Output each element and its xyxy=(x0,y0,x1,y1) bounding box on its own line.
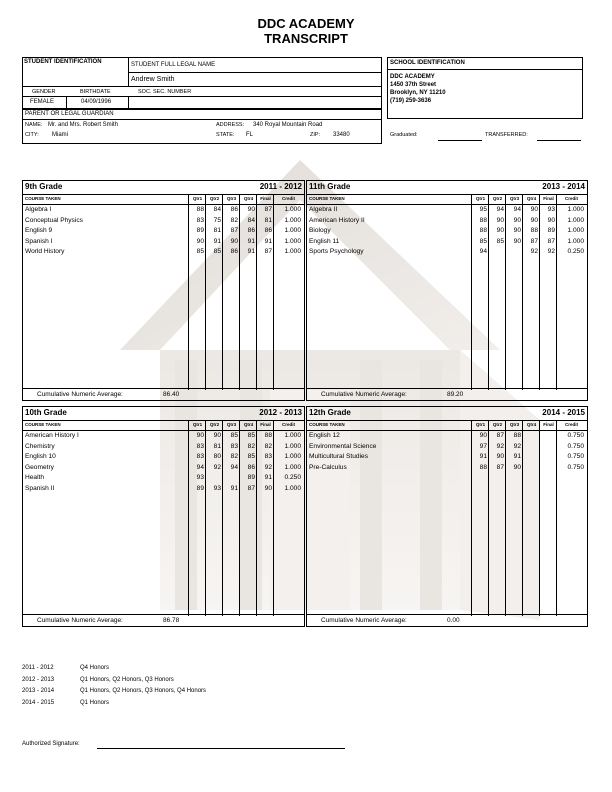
honors-text: Q1 Honors, Q2 Honors, Q3 Honors, Q4 Honors xyxy=(80,688,207,694)
graduated-label: Graduated: xyxy=(390,132,418,138)
course-credit: 0.250 xyxy=(567,248,584,256)
birthdate-label: BIRTHDATE xyxy=(80,89,111,95)
course-q2: 87 xyxy=(496,463,504,471)
course-q4: 87 xyxy=(247,484,255,492)
q4-column-header: Qtr4 xyxy=(243,196,254,201)
course-list xyxy=(23,431,304,495)
course-name: Chemistry xyxy=(25,442,55,450)
course-q3: 82 xyxy=(230,453,238,461)
cumulative-average-value: 86.40 xyxy=(163,391,180,398)
course-credit: 1.000 xyxy=(567,216,584,224)
credit-column-header: Credit xyxy=(281,422,295,427)
course-row xyxy=(307,431,587,442)
course-final: 93 xyxy=(547,206,555,213)
course-name: English 12 xyxy=(309,432,340,439)
honors-year: 2012 - 2013 xyxy=(22,676,55,683)
cumulative-average-value: 86.78 xyxy=(163,617,180,624)
course-row xyxy=(23,484,304,495)
honors-text: Q1 Honors xyxy=(80,699,110,706)
course-credit: 1.000 xyxy=(284,248,301,256)
course-credit: 0.250 xyxy=(284,474,301,482)
q2-column-header: Qtr2 xyxy=(492,422,503,427)
course-q1: 83 xyxy=(196,453,204,461)
full-name-value: Andrew Smith xyxy=(131,76,175,83)
course-row xyxy=(23,452,304,463)
address-label: ADDRESS: xyxy=(216,122,245,128)
course-row xyxy=(23,431,304,442)
course-q4: 82 xyxy=(247,442,255,450)
course-q1: 90 xyxy=(196,237,204,245)
q3-column-header: Qtr3 xyxy=(226,422,237,427)
course-q3: 83 xyxy=(230,442,238,450)
course-row xyxy=(23,216,304,227)
column-headers xyxy=(23,420,304,431)
course-q3: 91 xyxy=(513,453,521,461)
course-column-header: COURSE TAKEN xyxy=(25,422,61,427)
course-credit: 1.000 xyxy=(284,442,301,450)
grade-label: 9th Grade xyxy=(25,182,63,191)
cumulative-average-label: Cumulative Numeric Average: xyxy=(37,617,123,624)
course-q2: 90 xyxy=(213,432,221,439)
course-q3: 85 xyxy=(230,432,238,439)
honors-text: Q1 Honors, Q2 Honors, Q3 Honors xyxy=(80,676,174,683)
course-q1: 89 xyxy=(196,484,204,492)
course-credit: 1.000 xyxy=(284,227,301,235)
course-list xyxy=(307,431,587,473)
course-q4: 84 xyxy=(247,216,255,224)
course-credit: 1.000 xyxy=(284,216,301,224)
column-headers xyxy=(307,420,587,431)
course-q2: 84 xyxy=(213,206,221,213)
cumulative-average-row xyxy=(307,388,587,400)
course-column-header: COURSE TAKEN xyxy=(309,422,345,427)
course-q2: 93 xyxy=(213,484,221,492)
course-q2: 92 xyxy=(213,463,221,471)
course-q2: 92 xyxy=(496,442,504,450)
q3-column-header: Qtr3 xyxy=(226,196,237,201)
course-q1: 91 xyxy=(479,453,487,461)
course-row xyxy=(307,442,587,453)
course-credit: 1.000 xyxy=(284,237,301,245)
credit-column-header: Credit xyxy=(564,196,578,201)
course-row xyxy=(307,216,587,227)
q1-column-header: Qtr1 xyxy=(475,196,486,201)
course-final: 81 xyxy=(264,216,272,224)
course-final: 86 xyxy=(264,227,272,235)
guardian-name-label: NAME: xyxy=(25,122,43,128)
course-q1: 88 xyxy=(196,206,204,213)
course-q3: 88 xyxy=(513,432,521,439)
course-credit: 0.750 xyxy=(567,453,584,461)
course-credit: 1.000 xyxy=(567,227,584,235)
course-q2: 91 xyxy=(213,237,221,245)
course-name: Spanish II xyxy=(25,484,55,492)
course-name: English 9 xyxy=(25,227,53,235)
grade-panel-header xyxy=(307,407,587,421)
grade-years: 2011 - 2012 xyxy=(259,182,302,191)
course-q2: 81 xyxy=(213,227,221,235)
zip-value: 33480 xyxy=(333,132,350,138)
course-list xyxy=(307,205,587,258)
course-name: Sports Psychology xyxy=(309,248,364,256)
q1-column-header: Qtr1 xyxy=(192,196,203,201)
course-name: Multicultural Studies xyxy=(309,453,369,461)
course-row xyxy=(23,205,304,216)
city-value: Miami xyxy=(52,132,68,138)
course-credit: 1.000 xyxy=(284,206,301,213)
course-q1: 94 xyxy=(196,463,204,471)
course-q2: 90 xyxy=(496,216,504,224)
course-row xyxy=(23,247,304,258)
course-final: 92 xyxy=(547,248,555,256)
course-q3: 90 xyxy=(230,237,238,245)
honors-text: Q4 Honors xyxy=(80,665,110,671)
q1-column-header: Qtr1 xyxy=(192,422,203,427)
course-q4: 88 xyxy=(530,227,538,235)
school-street: 1450 37th Street xyxy=(390,82,437,88)
course-q2: 90 xyxy=(496,453,504,461)
course-q4: 89 xyxy=(247,474,255,482)
final-column-header: Final xyxy=(260,196,271,201)
cumulative-average-row xyxy=(23,614,304,626)
course-final: 87 xyxy=(547,237,555,245)
course-row xyxy=(23,442,304,453)
course-credit: 0.750 xyxy=(567,463,584,471)
credit-column-header: Credit xyxy=(564,422,578,427)
course-q1: 89 xyxy=(196,227,204,235)
student-identification-label: STUDENT IDENTIFICATION xyxy=(24,59,102,65)
course-name: Geometry xyxy=(25,463,54,471)
guardian-name-value: Mr. and Mrs. Robert Smith xyxy=(48,122,119,128)
course-name: American History II xyxy=(309,216,365,224)
cumulative-average-row xyxy=(23,388,304,400)
course-row xyxy=(307,205,587,216)
document-title: DDC ACADEMY xyxy=(257,16,355,31)
course-q2: 85 xyxy=(213,248,221,256)
course-row xyxy=(307,463,587,474)
course-q4: 85 xyxy=(247,432,255,439)
course-q4: 90 xyxy=(530,216,538,224)
course-q3: 94 xyxy=(513,206,521,213)
cumulative-average-label: Cumulative Numeric Average: xyxy=(321,617,407,624)
column-headers xyxy=(307,194,587,205)
course-final: 87 xyxy=(264,248,272,256)
course-q4: 86 xyxy=(247,227,255,235)
cumulative-average-value: 89.20 xyxy=(447,391,464,398)
cumulative-average-label: Cumulative Numeric Average: xyxy=(321,391,407,398)
course-name: English 11 xyxy=(309,237,340,245)
credit-column-header: Credit xyxy=(281,196,295,201)
course-q3: 92 xyxy=(513,442,521,450)
grade-label: 12th Grade xyxy=(309,408,351,417)
column-headers xyxy=(23,194,304,205)
course-q1: 93 xyxy=(196,474,204,482)
course-row xyxy=(23,226,304,237)
course-final: 90 xyxy=(547,216,555,224)
course-q3: 86 xyxy=(230,248,238,256)
grade-label: 10th Grade xyxy=(25,408,67,417)
course-q2: 90 xyxy=(496,227,504,235)
q2-column-header: Qtr2 xyxy=(492,196,503,201)
course-row xyxy=(307,237,587,248)
course-name: Conceptual Physics xyxy=(25,216,83,224)
course-q1: 88 xyxy=(479,216,487,224)
grade-years: 2012 - 2013 xyxy=(259,408,302,417)
course-q4: 92 xyxy=(530,248,538,256)
honors-year: 2014 - 2015 xyxy=(22,699,55,706)
course-credit: 1.000 xyxy=(284,463,301,471)
course-q4: 90 xyxy=(247,206,255,213)
grade-years: 2014 - 2015 xyxy=(542,408,585,417)
birthdate-value: 04/09/1996 xyxy=(81,99,112,105)
course-row xyxy=(307,247,587,258)
final-column-header: Final xyxy=(543,422,554,427)
course-final: 82 xyxy=(264,442,272,450)
course-q3: 90 xyxy=(513,216,521,224)
document-subtitle: TRANSCRIPT xyxy=(264,31,348,46)
course-final: 90 xyxy=(264,484,272,492)
course-q4: 87 xyxy=(530,237,538,245)
signature-label: Authorized Signature: xyxy=(22,741,80,747)
course-name: Spanish I xyxy=(25,237,53,245)
q1-column-header: Qtr1 xyxy=(475,422,486,427)
course-q1: 95 xyxy=(479,206,487,213)
transferred-label: TRANSFERRED: xyxy=(485,132,528,138)
grade-panel-header xyxy=(23,407,304,421)
course-q2: 87 xyxy=(496,432,504,439)
course-final: 91 xyxy=(264,474,272,482)
course-q3: 90 xyxy=(513,237,521,245)
cumulative-average-row xyxy=(307,614,587,626)
q3-column-header: Qtr3 xyxy=(509,422,520,427)
course-q1: 90 xyxy=(479,432,487,439)
course-final: 91 xyxy=(264,237,272,245)
grade-panel xyxy=(22,406,305,627)
course-credit: 0.750 xyxy=(567,442,584,450)
grade-panel-header xyxy=(307,181,587,195)
course-q4: 90 xyxy=(530,206,538,213)
final-column-header: Final xyxy=(260,422,271,427)
final-column-header: Final xyxy=(543,196,554,201)
gender-label: GENDER xyxy=(32,89,56,95)
course-q2: 80 xyxy=(213,453,221,461)
course-row xyxy=(23,473,304,484)
guardian-section-label: PARENT OR LEGAL GUARDIAN xyxy=(25,111,114,117)
course-row xyxy=(23,237,304,248)
course-credit: 0.750 xyxy=(567,432,584,439)
course-final: 87 xyxy=(264,206,272,213)
city-label: CITY: xyxy=(25,132,39,138)
course-q2: 85 xyxy=(496,237,504,245)
course-q1: 90 xyxy=(196,432,204,439)
school-identification-label: SCHOOL IDENTIFICATION xyxy=(390,60,465,66)
course-q2: 94 xyxy=(496,206,504,213)
grade-panel xyxy=(306,180,588,401)
cumulative-average-label: Cumulative Numeric Average: xyxy=(37,391,123,398)
school-name: DDC ACADEMY xyxy=(390,74,435,80)
grade-years: 2013 - 2014 xyxy=(542,182,585,191)
course-q3: 91 xyxy=(230,484,238,492)
course-name: Pre-Calculus xyxy=(309,463,347,471)
course-name: Algebra II xyxy=(309,206,338,213)
course-q1: 83 xyxy=(196,442,204,450)
course-credit: 1.000 xyxy=(567,206,584,213)
course-name: American History I xyxy=(25,432,79,439)
course-credit: 1.000 xyxy=(284,432,301,439)
course-q3: 90 xyxy=(513,463,521,471)
course-name: Environmental Science xyxy=(309,442,377,450)
course-q1: 83 xyxy=(196,216,204,224)
course-q1: 85 xyxy=(196,248,204,256)
q2-column-header: Qtr2 xyxy=(209,196,220,201)
state-label: STATE: xyxy=(216,132,235,138)
course-name: World History xyxy=(25,248,65,256)
honors-year: 2011 - 2012 xyxy=(22,665,54,671)
course-column-header: COURSE TAKEN xyxy=(309,196,345,201)
course-q4: 91 xyxy=(247,237,255,245)
course-q4: 91 xyxy=(247,248,255,256)
course-q4: 85 xyxy=(247,453,255,461)
gender-value: FEMALE xyxy=(30,99,55,105)
course-credit: 1.000 xyxy=(567,237,584,245)
course-name: Biology xyxy=(309,227,331,235)
course-name: Health xyxy=(25,474,45,482)
course-column-header: COURSE TAKEN xyxy=(25,196,61,201)
course-q2: 81 xyxy=(213,442,221,450)
course-name: English 10 xyxy=(25,453,56,461)
course-q4: 86 xyxy=(247,463,255,471)
q3-column-header: Qtr3 xyxy=(509,196,520,201)
q4-column-header: Qtr4 xyxy=(526,422,537,427)
school-city: Brooklyn, NY 11210 xyxy=(390,90,446,96)
course-q3: 90 xyxy=(513,227,521,235)
grade-panel-header xyxy=(23,181,304,195)
course-row xyxy=(307,452,587,463)
grade-panel xyxy=(306,406,588,627)
course-q3: 82 xyxy=(230,216,238,224)
course-row xyxy=(307,226,587,237)
transferred-line xyxy=(537,140,581,141)
q4-column-header: Qtr4 xyxy=(526,196,537,201)
course-q1: 88 xyxy=(479,463,487,471)
address-value: 340 Royal Mountain Road xyxy=(253,122,323,128)
course-q1: 97 xyxy=(479,442,487,450)
honors-year: 2013 - 2014 xyxy=(22,688,55,694)
course-q3: 94 xyxy=(230,463,238,471)
signature-line[interactable] xyxy=(97,748,345,749)
cumulative-average-value: 0.00 xyxy=(447,617,460,624)
course-q1: 88 xyxy=(479,227,487,235)
course-q2: 75 xyxy=(213,216,221,224)
course-q1: 85 xyxy=(479,237,487,245)
q4-column-header: Qtr4 xyxy=(243,422,254,427)
course-q1: 94 xyxy=(479,248,487,256)
course-final: 83 xyxy=(264,453,272,461)
graduated-line xyxy=(438,140,482,141)
school-phone: (719) 259-3636 xyxy=(390,98,432,104)
course-list xyxy=(23,205,304,258)
course-q3: 87 xyxy=(230,227,238,235)
course-final: 89 xyxy=(547,227,555,235)
course-credit: 1.000 xyxy=(284,484,301,492)
course-final: 92 xyxy=(264,463,272,471)
grade-label: 11th Grade xyxy=(309,182,351,191)
course-row xyxy=(23,463,304,474)
state-value: FL xyxy=(246,132,254,138)
course-q3: 86 xyxy=(230,206,238,213)
q2-column-header: Qtr2 xyxy=(209,422,220,427)
ssn-label: SOC. SEC. NUMBER xyxy=(138,89,192,95)
zip-label: ZIP: xyxy=(310,132,321,138)
grade-panel xyxy=(22,180,305,401)
full-name-label: STUDENT FULL LEGAL NAME xyxy=(131,62,216,68)
course-name: Algebra I xyxy=(25,206,52,213)
course-credit: 1.000 xyxy=(284,453,301,461)
course-final: 88 xyxy=(264,432,272,439)
